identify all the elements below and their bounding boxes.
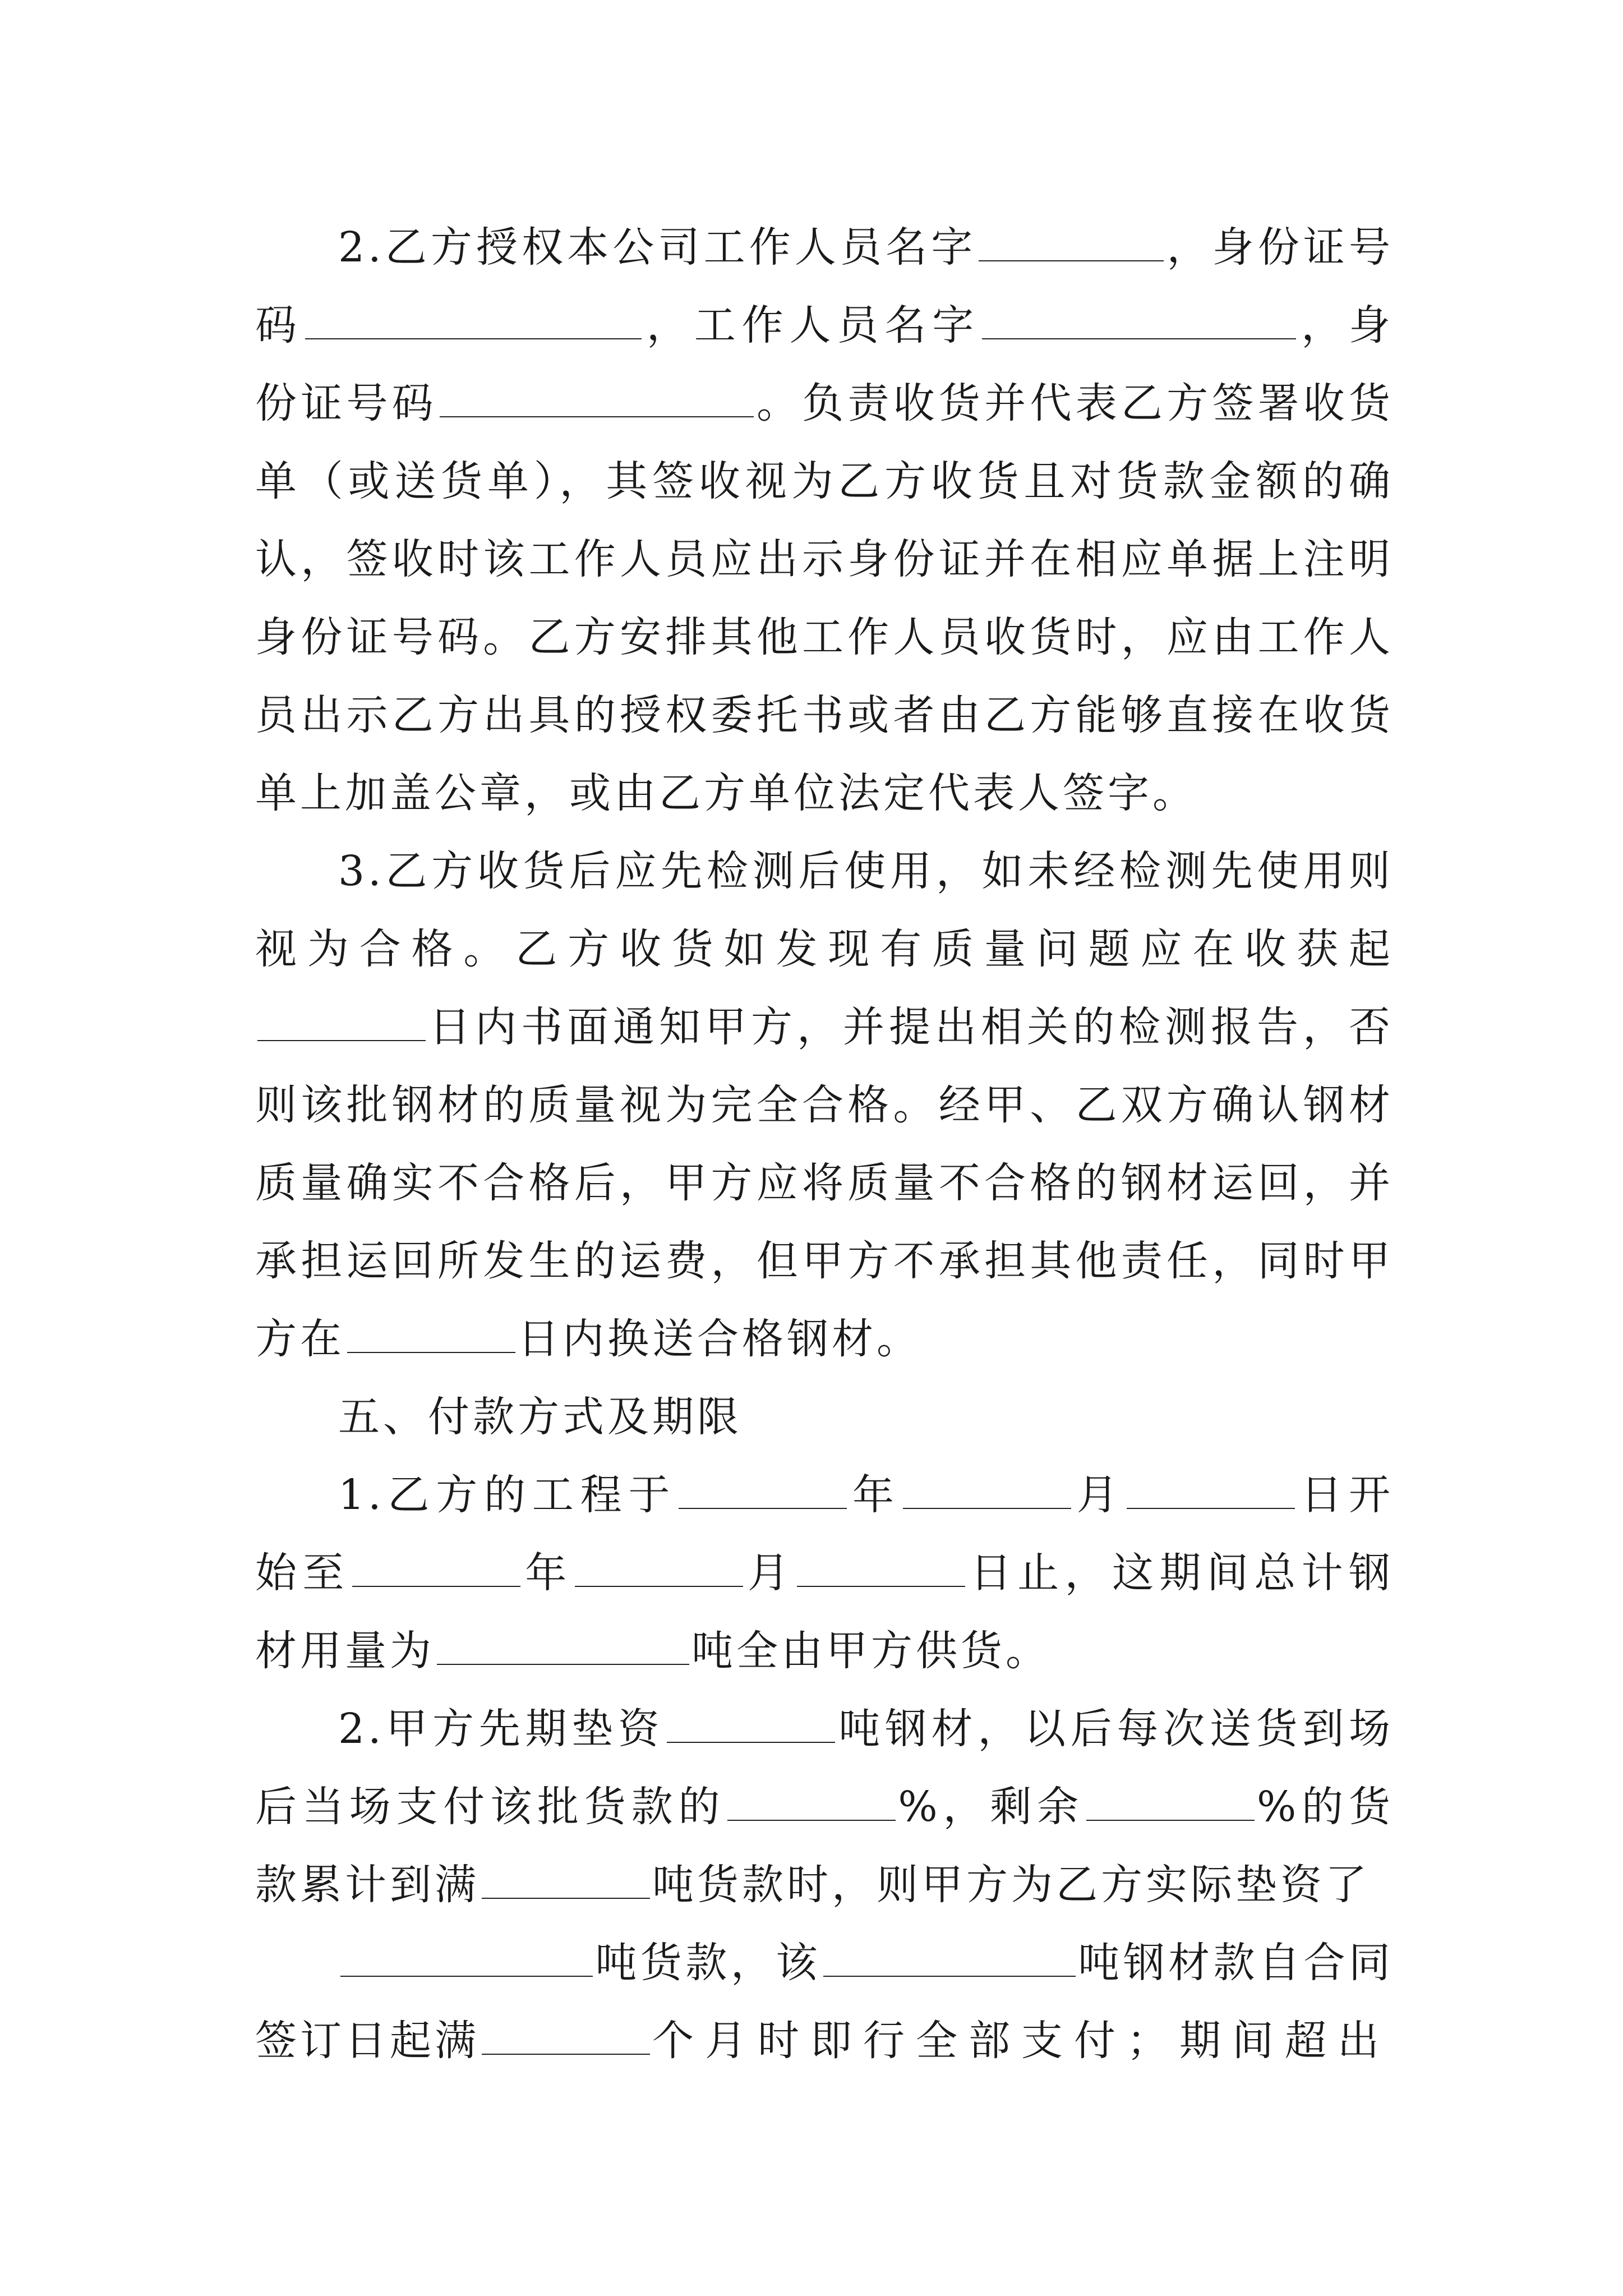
clause-text: 吨全由甲方供货。: [691, 1627, 1050, 1675]
clause-text: %的货款累计到满: [255, 1783, 1394, 1909]
clause-text: 日内换送合格钢材。: [518, 1315, 921, 1363]
fill-blank-steel-tons[interactable]: [823, 1936, 1076, 1977]
clause-text: %，剩余: [898, 1783, 1084, 1831]
clause-text: 吨钢材，以后每次送货到场后当场支付该批货款的: [255, 1705, 1394, 1831]
clause-text: 吨货款，该: [595, 1939, 821, 1987]
clause-text: 1.乙方的工程于: [338, 1471, 677, 1519]
document-body: [255, 209, 1394, 2080]
fill-blank-id-1[interactable]: [305, 299, 642, 339]
clause-text: ，身份证号码: [255, 301, 1394, 427]
clause-4-2-paragraph: [255, 209, 1394, 832]
clause-text: 。负责收货并代表乙方签署收货单（或送货单），其签收视为乙方收货且对货款金额的确认，签收时该工作人员应出示身份证并在相应单据上注明身份证号码。乙方安排其他工作人员收货时，应由工作人员出示乙方出具的授权委托书或者由乙方能够直接在收货单上加盖公章，或由乙方单位法定代表人签字。: [255, 379, 1394, 817]
fill-blank-start-year[interactable]: [679, 1469, 847, 1509]
fill-blank-days-notice[interactable]: [257, 1001, 426, 1041]
clause-text: 月: [745, 1549, 795, 1597]
clause-text: ，工作人员名字: [643, 301, 980, 349]
clause-text: 日内书面通知甲方，并提出相关的检测报告，否则该批钢材的质量视为完全合格。经甲、乙双方确认钢材质量确实不合格后，甲方应将质量不合格的钢材运回，并承担运回所发生的运费，但甲方不承担其他责任，同时甲方在: [255, 1003, 1394, 1363]
clause-text: 日开始至: [255, 1471, 1394, 1597]
clause-text: 年: [849, 1471, 901, 1519]
fill-blank-days-replace[interactable]: [347, 1313, 515, 1353]
clause-text: 个月时即行全部支付；期间超出: [652, 2017, 1390, 2065]
fill-blank-accum-tons[interactable]: [482, 1858, 650, 1899]
clause-text: 吨货款时，则甲方为乙方实际垫资了: [652, 1861, 1370, 1909]
fill-blank-name-2[interactable]: [982, 299, 1296, 339]
fill-blank-advance-tons[interactable]: [667, 1703, 835, 1743]
clause-text: 2.甲方先期垫资: [338, 1705, 665, 1753]
fill-blank-end-year[interactable]: [352, 1547, 520, 1587]
clause-4-3-paragraph: [255, 832, 1394, 1378]
clause-5-2-continued: [255, 1924, 1394, 2080]
clause-5-2-paragraph: [255, 1690, 1394, 1924]
fill-blank-advanced-tons[interactable]: [340, 1936, 593, 1977]
fill-blank-start-month[interactable]: [903, 1469, 1071, 1509]
fill-blank-end-month[interactable]: [575, 1547, 743, 1587]
clause-text: 日止，这期间总计钢材用量为: [255, 1549, 1394, 1675]
fill-blank-name-1[interactable]: [979, 221, 1164, 261]
clause-text: 吨钢材款自合同签订日起满: [255, 1939, 1394, 2065]
clause-text: 月: [1073, 1471, 1125, 1519]
clause-text: 2.乙方授权本公司工作人员名字: [338, 223, 977, 272]
fill-blank-end-day[interactable]: [797, 1547, 965, 1587]
fill-blank-id-2[interactable]: [440, 377, 754, 417]
clause-text: 年: [522, 1549, 573, 1597]
clause-text: 3.乙方收货后应先检测后使用，如未经检测先使用则视为合格。乙方收货如发现有质量问题应在收获起: [255, 847, 1394, 973]
fill-blank-start-day[interactable]: [1127, 1469, 1295, 1509]
fill-blank-remain-percent[interactable]: [1086, 1780, 1255, 1821]
fill-blank-pay-percent[interactable]: [727, 1780, 896, 1821]
fill-blank-months[interactable]: [482, 2014, 650, 2055]
clause-5-1-paragraph: [255, 1456, 1394, 1690]
fill-blank-total-tons[interactable]: [437, 1625, 689, 1665]
section-heading-payment: 五、付款方式及期限: [338, 1393, 742, 1441]
clause-text: ，身份证号码: [255, 223, 1394, 349]
